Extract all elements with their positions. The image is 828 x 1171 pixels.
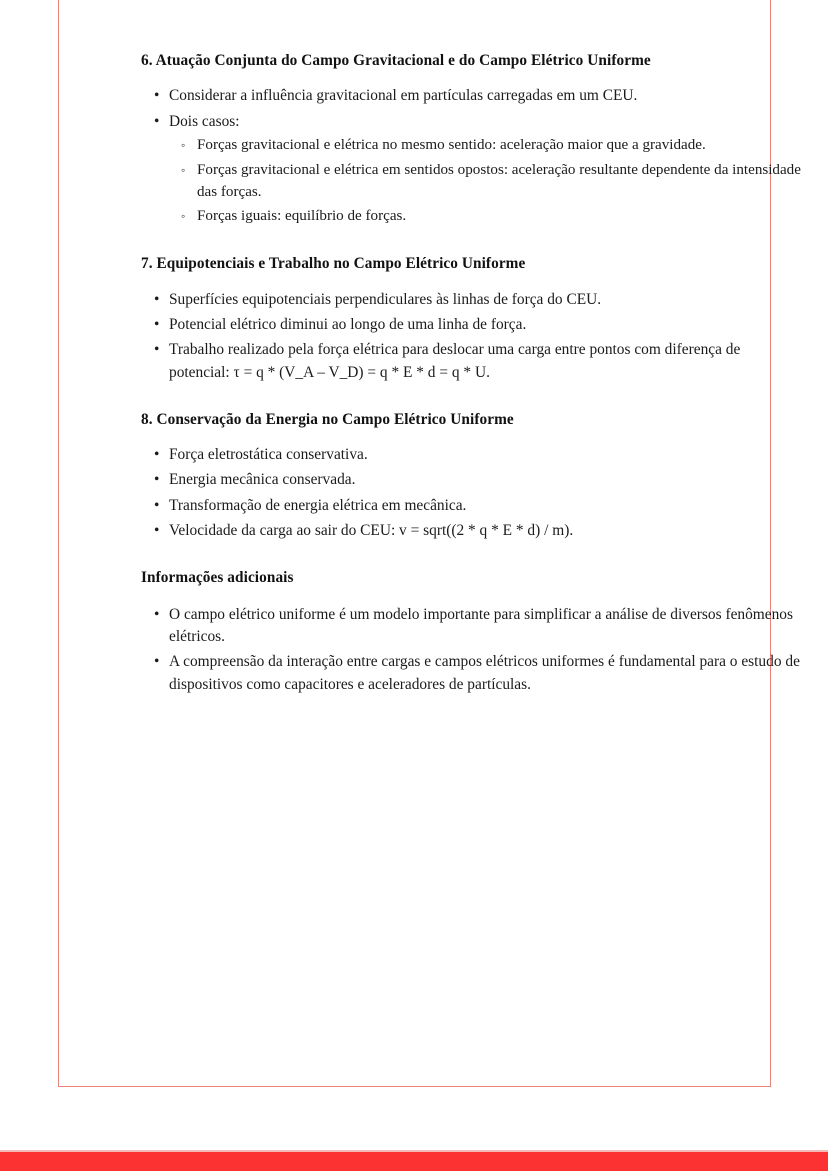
document-body [141,51,803,700]
sub-bullet-marker-icon: ◦ [181,209,186,224]
list-item-text: Transformação de energia elétrica em mecânica. [169,496,467,514]
list-item-text: Dois casos: [169,112,240,130]
bullet-marker-icon: • [154,112,160,130]
document-section [141,568,803,696]
bullet-marker-icon: • [154,653,160,671]
bullet-marker-icon: • [154,341,160,359]
sub-list-item-text: Forças iguais: equilíbrio de forças. [197,208,407,225]
bullet-marker-icon: • [154,496,160,514]
bullet-list [141,289,803,384]
list-item-text: Velocidade da carga ao sair do CEU: v = sqrt((2 * q * E * d) / m). [169,522,574,540]
document-section [141,254,803,384]
section-heading: 6. Atuação Conjunta do Campo Gravitacional e do Campo Elétrico Uniforme [141,52,651,69]
list-item-text: Força eletrostática conservativa. [169,446,368,464]
sub-list-item-text: Forças gravitacional e elétrica em sentidos opostos: aceleração resultante dependente da intensidade das forças. [197,161,801,200]
sub-list-item [169,135,803,157]
list-item-text: Energia mecânica conservada. [169,471,356,489]
section-heading: 7. Equipotenciais e Trabalho no Campo Elétrico Uniforme [141,255,526,273]
sub-bullet-marker-icon: ◦ [181,162,186,177]
list-item [141,469,803,491]
list-item [141,520,803,542]
bullet-list [141,604,803,696]
bullet-marker-icon: • [154,522,160,540]
list-item [141,651,803,696]
sub-bullet-marker-icon: ◦ [181,137,186,152]
list-item [141,444,803,466]
list-item-text: Superfícies equipotenciais perpendiculares às linhas de força do CEU. [169,290,602,308]
document-section [141,410,803,543]
list-item-text: Considerar a influência gravitacional em partículas carregadas em um CEU. [169,87,638,105]
sub-list-item [169,160,803,204]
bullet-marker-icon: • [154,315,160,333]
bullet-marker-icon: • [154,87,160,105]
list-item [141,111,803,229]
bullet-list [141,85,803,228]
list-item-text: Trabalho realizado pela força elétrica para deslocar uma carga entre pontos com diferença de potencial: τ = q * (V_A – V_D) = q * E * d = q * U. [169,341,741,381]
section-heading: 8. Conservação da Energia no Campo Elétrico Uniforme [141,410,514,428]
bottom-accent-bar [0,1152,828,1171]
document-section [141,51,803,228]
bullet-marker-icon: • [154,446,160,464]
list-item-text: A compreensão da interação entre cargas e campos elétricos uniformes é fundamental para o estudo de dispositivos como capacitores e aceleradores de partículas. [169,653,800,693]
list-item [141,339,803,384]
list-item [141,85,803,107]
sub-bullet-list [169,135,803,229]
list-item [141,495,803,517]
list-item-text: O campo elétrico uniforme é um modelo importante para simplificar a análise de diversos fenômenos elétricos. [169,605,793,645]
bullet-marker-icon: • [154,290,160,308]
bullet-marker-icon: • [154,471,160,489]
page-content-frame [58,0,801,1087]
sub-list-item-text: Forças gravitacional e elétrica no mesmo sentido: aceleração maior que a gravidade. [197,136,706,153]
section-heading: Informações adicionais [141,569,294,587]
list-item [141,314,803,336]
list-item [141,604,803,649]
list-item [141,289,803,311]
bullet-list [141,444,803,542]
bullet-marker-icon: • [154,605,160,623]
sub-list-item [169,206,803,228]
list-item-text: Potencial elétrico diminui ao longo de uma linha de força. [169,315,527,333]
